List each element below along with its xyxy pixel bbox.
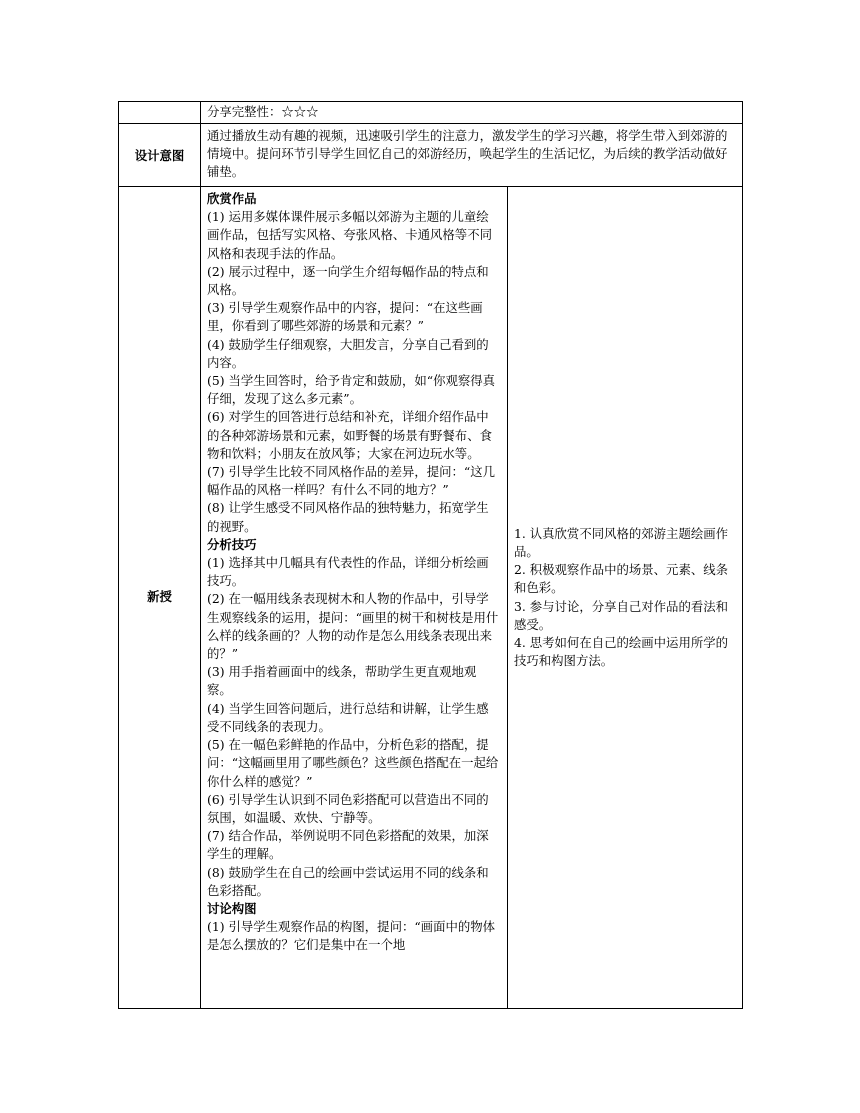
list-item: (6) 对学生的回答进行总结和补充，详细介绍作品中的各种郊游场景和元素，如野餐的场景有野餐布、食物和饮料；小朋友在放风筝；大家在河边玩水等。 <box>207 409 492 461</box>
list-item: (7) 结合作品，举例说明不同色彩搭配的效果，加深学生的理解。 <box>207 828 489 862</box>
list-item: (4) 当学生回答问题后，进行总结和讲解，让学生感受不同线条的表现力。 <box>207 700 489 734</box>
empty-label-cell <box>119 102 201 124</box>
list-item: (1) 运用多媒体课件展示多幅以郊游为主题的儿童绘画作品，包括写实风格、夸张风格、卡通风格等不同风格和表现手法的作品。 <box>207 209 492 261</box>
section-title: 讨论构图 <box>207 900 257 916</box>
list-item: (3) 引导学生观察作品中的内容，提问：“在这些画里，你看到了哪些郊游的场景和元素？” <box>207 300 483 334</box>
list-item: 3. 参与讨论，分享自己对作品的看法和感受。 <box>514 598 729 632</box>
list-item: (6) 引导学生认识到不同色彩搭配可以营造出不同的氛围，如温暖、欢快、宁静等。 <box>207 791 489 825</box>
section-composition <box>207 900 501 955</box>
list-item: (7) 引导学生比较不同风格作品的差异，提问：“这几幅作品的风格一样吗？有什么不同的地方？” <box>207 464 496 498</box>
list-item: (1) 引导学生观察作品的构图，提问：“画面中的物体是怎么摆放的？它们是集中在一个地 <box>207 919 496 953</box>
design-intent-label: 设计意图 <box>119 124 201 187</box>
section-title: 欣赏作品 <box>207 191 257 206</box>
design-intent-content: 通过播放生动有趣的视频，迅速吸引学生的注意力，激发学生的学习兴趣，将学生带入到郊游的情境中。提问环节引导学生回忆自己的郊游经历，唤起学生的生活记忆，为后续的教学活动做好铺垫。 <box>201 124 743 187</box>
list-item: (2) 在一幅用线条表现树木和人物的作品中，引导学生观察线条的运用，提问：“画里的树干和树枝是用什么样的线条画的？人物的动作是怎么用线条表现出来的？” <box>207 591 499 662</box>
section-title: 分析技巧 <box>207 536 257 552</box>
list-item: 2. 积极观察作品中的场景、元素、线条和色彩。 <box>514 562 729 596</box>
sharing-row <box>119 102 743 124</box>
new-teaching-row <box>119 187 743 1009</box>
section-appreciate <box>207 190 501 536</box>
list-item: (1) 选择其中几幅具有代表性的作品，详细分析绘画技巧。 <box>207 555 489 589</box>
list-item: 4. 思考如何在自己的绘画中运用所学的技巧和构图方法。 <box>514 634 729 669</box>
new-teaching-label: 新授 <box>119 187 201 1009</box>
lesson-plan-table <box>118 101 743 1009</box>
design-intent-row <box>119 124 743 187</box>
list-item: (8) 让学生感受不同风格作品的独特魅力，拓宽学生的视野。 <box>207 500 489 534</box>
teacher-activities-content <box>207 190 501 1008</box>
list-item: (2) 展示过程中，逐一向学生介绍每幅作品的特点和风格。 <box>207 263 489 298</box>
list-item: (4) 鼓励学生仔细观察，大胆发言，分享自己看到的内容。 <box>207 336 489 370</box>
list-item: (5) 当学生回答时，给予肯定和鼓励，如“你观察得真仔细，发现了这么多元素”。 <box>207 373 496 407</box>
teacher-activities-cell <box>201 187 508 1009</box>
list-item: (5) 在一幅色彩鲜艳的作品中，分析色彩的搭配，提问：“这幅画里用了哪些颜色？这些颜色搭配在一起给你什么样的感觉？” <box>207 737 499 789</box>
list-item: 1. 认真欣赏不同风格的郊游主题绘画作品。 <box>514 525 729 559</box>
sharing-rating-cell <box>201 102 743 124</box>
list-item: (8) 鼓励学生在自己的绘画中尝试运用不同的线条和色彩搭配。 <box>207 864 489 898</box>
list-item: (3) 用手指着画面中的线条，帮助学生更直观地观察。 <box>207 664 477 698</box>
section-techniques <box>207 536 501 900</box>
student-activities-cell <box>508 187 743 1009</box>
sharing-rating-text: 分享完整性：☆☆☆ <box>207 104 319 119</box>
